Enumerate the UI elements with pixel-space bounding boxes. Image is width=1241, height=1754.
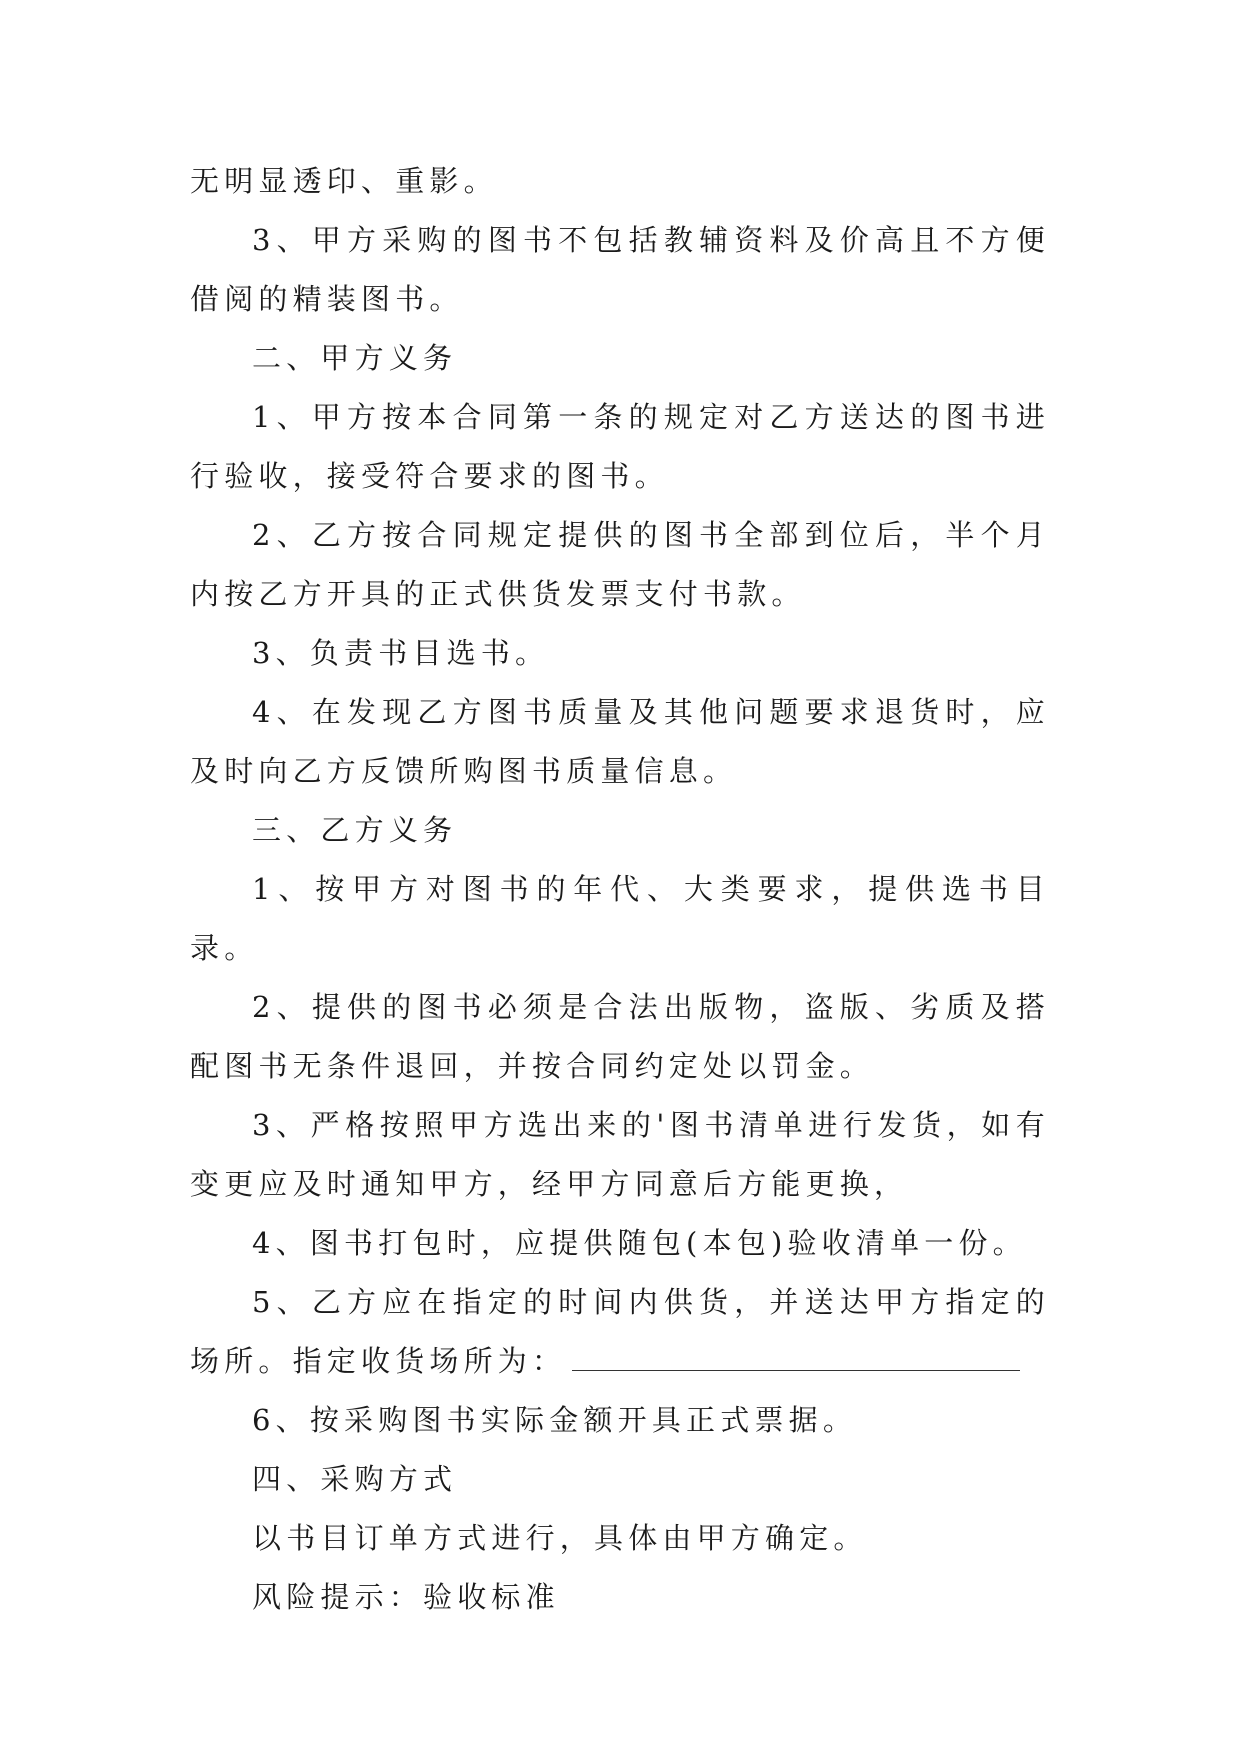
paragraph-item: 6、按采购图书实际金额开具正式票据。	[252, 1403, 858, 1437]
delivery-location-blank-line	[572, 1348, 1020, 1371]
paragraph-item: 4、在发现乙方图书质量及其他问题要求退货时，应及时向乙方反馈所购图书质量信息。	[190, 695, 1050, 788]
section-heading-party-b-obligations: 三、乙方义务	[252, 813, 458, 847]
document-body	[190, 152, 1050, 1627]
paragraph-item-delivery-location	[190, 1273, 1050, 1391]
risk-notice: 风险提示：验收标准	[252, 1580, 560, 1614]
paragraph-continuation: 无明显透印、重影。	[190, 164, 498, 198]
section-heading-purchase-method: 四、采购方式	[252, 1462, 458, 1496]
paragraph-purchase-method-body: 以书目订单方式进行，具体由甲方确定。	[252, 1521, 868, 1555]
paragraph-item: 1、甲方按本合同第一条的规定对乙方送达的图书进行验收，接受符合要求的图书。	[190, 400, 1050, 493]
section-heading-party-a-obligations: 二、甲方义务	[252, 341, 458, 375]
paragraph-item: 3、甲方采购的图书不包括教辅资料及价高且不方便借阅的精装图书。	[190, 223, 1050, 316]
paragraph-item: 2、提供的图书必须是合法出版物，盗版、劣质及搭配图书无条件退回，并按合同约定处以罚金。	[190, 990, 1050, 1083]
delivery-location-text: 5、乙方应在指定的时间内供货，并送达甲方指定的场所。指定收货场所为：	[190, 1285, 1050, 1378]
paragraph-item: 4、图书打包时，应提供随包(本包)验收清单一份。	[252, 1226, 1027, 1260]
paragraph-item: 1、按甲方对图书的年代、大类要求，提供选书目录。	[190, 872, 1050, 965]
paragraph-item: 3、负责书目选书。	[252, 636, 550, 670]
paragraph-item: 2、乙方按合同规定提供的图书全部到位后，半个月内按乙方开具的正式供货发票支付书款。	[190, 518, 1050, 611]
paragraph-item: 3、严格按照甲方选出来的'图书清单进行发货，如有变更应及时通知甲方，经甲方同意后方能更换，	[190, 1108, 1050, 1201]
